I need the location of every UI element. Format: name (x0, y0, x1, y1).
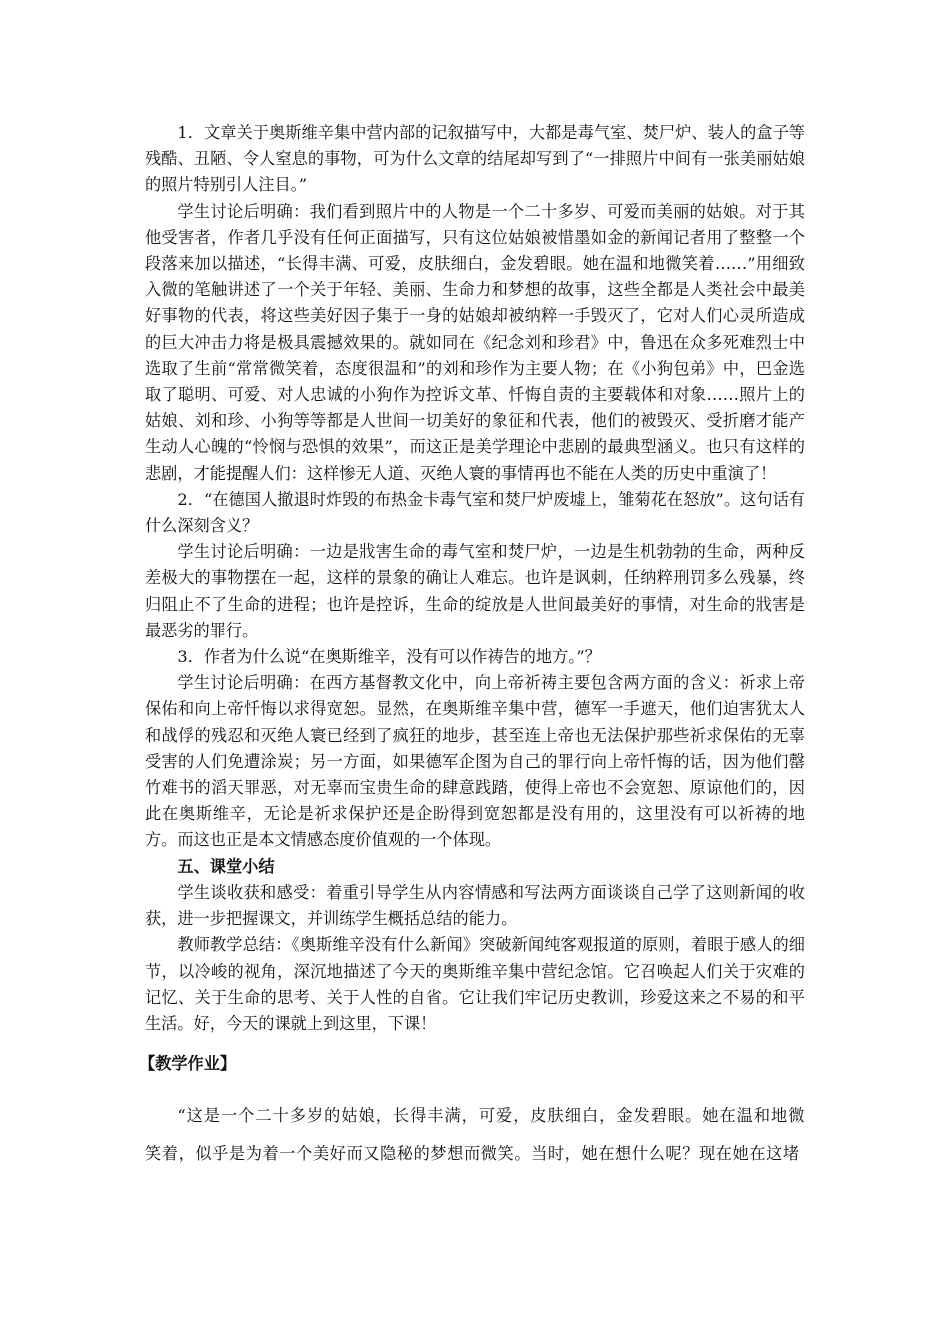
summary-teacher: 教师教学总结：《奥斯维辛没有什么新闻》突破新闻纯客观报道的原则，着眼于感人的细节，以冷峻的视角，深沉地描述了今天的奥斯维辛集中营纪念馆。它召唤起人们关于灾难的记忆、关于生命的思考、关于人性的自省。它让我们牢记历史教训，珍爱这来之不易的和平生活。好，今天的课就上到这里，下课！ (145, 935, 805, 1033)
document-page (139, 120, 805, 1173)
question-3: 3．作者为什么说“在奥斯维辛，没有可以作祷告的地方。”？ (177, 647, 601, 667)
question-1: 1．文章关于奥斯维辛集中营内部的记叙描写中，大都是毒气室、焚尸炉、装人的盒子等残酷、丑陋、令人窒息的事物，可为什么文章的结尾却写到了“一排照片中间有一张美丽姑娘的照片特别引人注目。” (145, 123, 805, 195)
question-2: 2．“在德国人撤退时炸毁的布热金卡毒气室和焚尸炉废墟上，雏菊花在怒放”。这句话有什么深刻含义？ (145, 489, 805, 536)
answer-3: 学生讨论后明确：在西方基督教文化中，向上帝祈祷主要包含两方面的含义：祈求上帝保佑和向上帝忏悔以求得宽恕。显然，在奥斯维辛集中营，德军一手遮天，他们迫害犹太人和战俘的残忍和灭绝人寰已经到了疯狂的地步，甚至连上帝也无法保护那些祈求保佑的无辜受害的人们免遭涂炭；另一方面，如果德军企图为自己的罪行向上帝忏悔的话，因为他们罄竹难书的滔天罪恶，对无辜而宝贵生命的肆意践踏，使得上帝也不会宽恕、原谅他们的，因此在奥斯维辛，无论是祈求保护还是企盼得到宽恕都是没有用的，这里没有可以祈祷的地方。而这也正是本文情感态度价值观的一个体现。 (145, 673, 805, 850)
homework-text: “这是一个二十多岁的姑娘，长得丰满，可爱，皮肤细白，金发碧眼。她在温和地微笑着，似乎是为着一个美好而又隐秘的梦想而微笑。当时，她在想什么呢？现在她在这堵 (145, 1106, 805, 1164)
answer-1: 学生讨论后明确：我们看到照片中的人物是一个二十多岁、可爱而美丽的姑娘。对于其他受害者，作者几乎没有任何正面描写，只有这位姑娘被惜墨如金的新闻记者用了整整一个段落来加以描述，“长得丰满、可爱，皮肤细白，金发碧眼。她在温和地微笑着……”用细致入微的笔触讲述了一个关于年轻、美丽、生命力和梦想的故事，这些全都是人类社会中最美好事物的代表，将这些美好因子集于一身的姑娘却被纳粹一手毁灭了，它对人们心灵所造成的巨大冲击力将是极具震撼效果的。就如同在《纪念刘和珍君》中，鲁迅在众多死难烈士中选取了生前“常常微笑着，态度很温和”的刘和珍作为主要人物；在《小狗包弟》中，巴金选取了聪明、可爱、对人忠诚的小狗作为控诉文革、忏悔自责的主要载体和对象……照片上的姑娘、刘和珍、小狗等等都是人世间一切美好的象征和代表，他们的被毁灭、受折磨才能产生动人心魄的“怜悯与恐惧的效果”，而这正是美学理论中悲剧的最典型涵义。也只有这样的悲剧，才能提醒人们：这样惨无人道、灭绝人寰的事情再也不能在人类的历史中重演了！ (145, 201, 805, 483)
homework-title: 【教学作业】 (139, 1054, 237, 1074)
answer-2: 学生讨论后明确：一边是戕害生命的毒气室和焚尸炉，一边是生机勃勃的生命，两种反差极大的事物摆在一起，这样的景象的确让人难忘。也许是讽刺，任纳粹刑罚多么残暴，终归阻止不了生命的进程；也许是控诉，生命的绽放是人世间最美好的事情，对生命的戕害是最恶劣的罪行。 (145, 542, 805, 640)
summary-heading: 五、课堂小结 (177, 856, 275, 876)
summary-students: 学生谈收获和感受：着重引导学生从内容情感和写法两方面谈谈自己学了这则新闻的收获，进一步把握课文，并训练学生概括总结的能力。 (145, 882, 805, 929)
